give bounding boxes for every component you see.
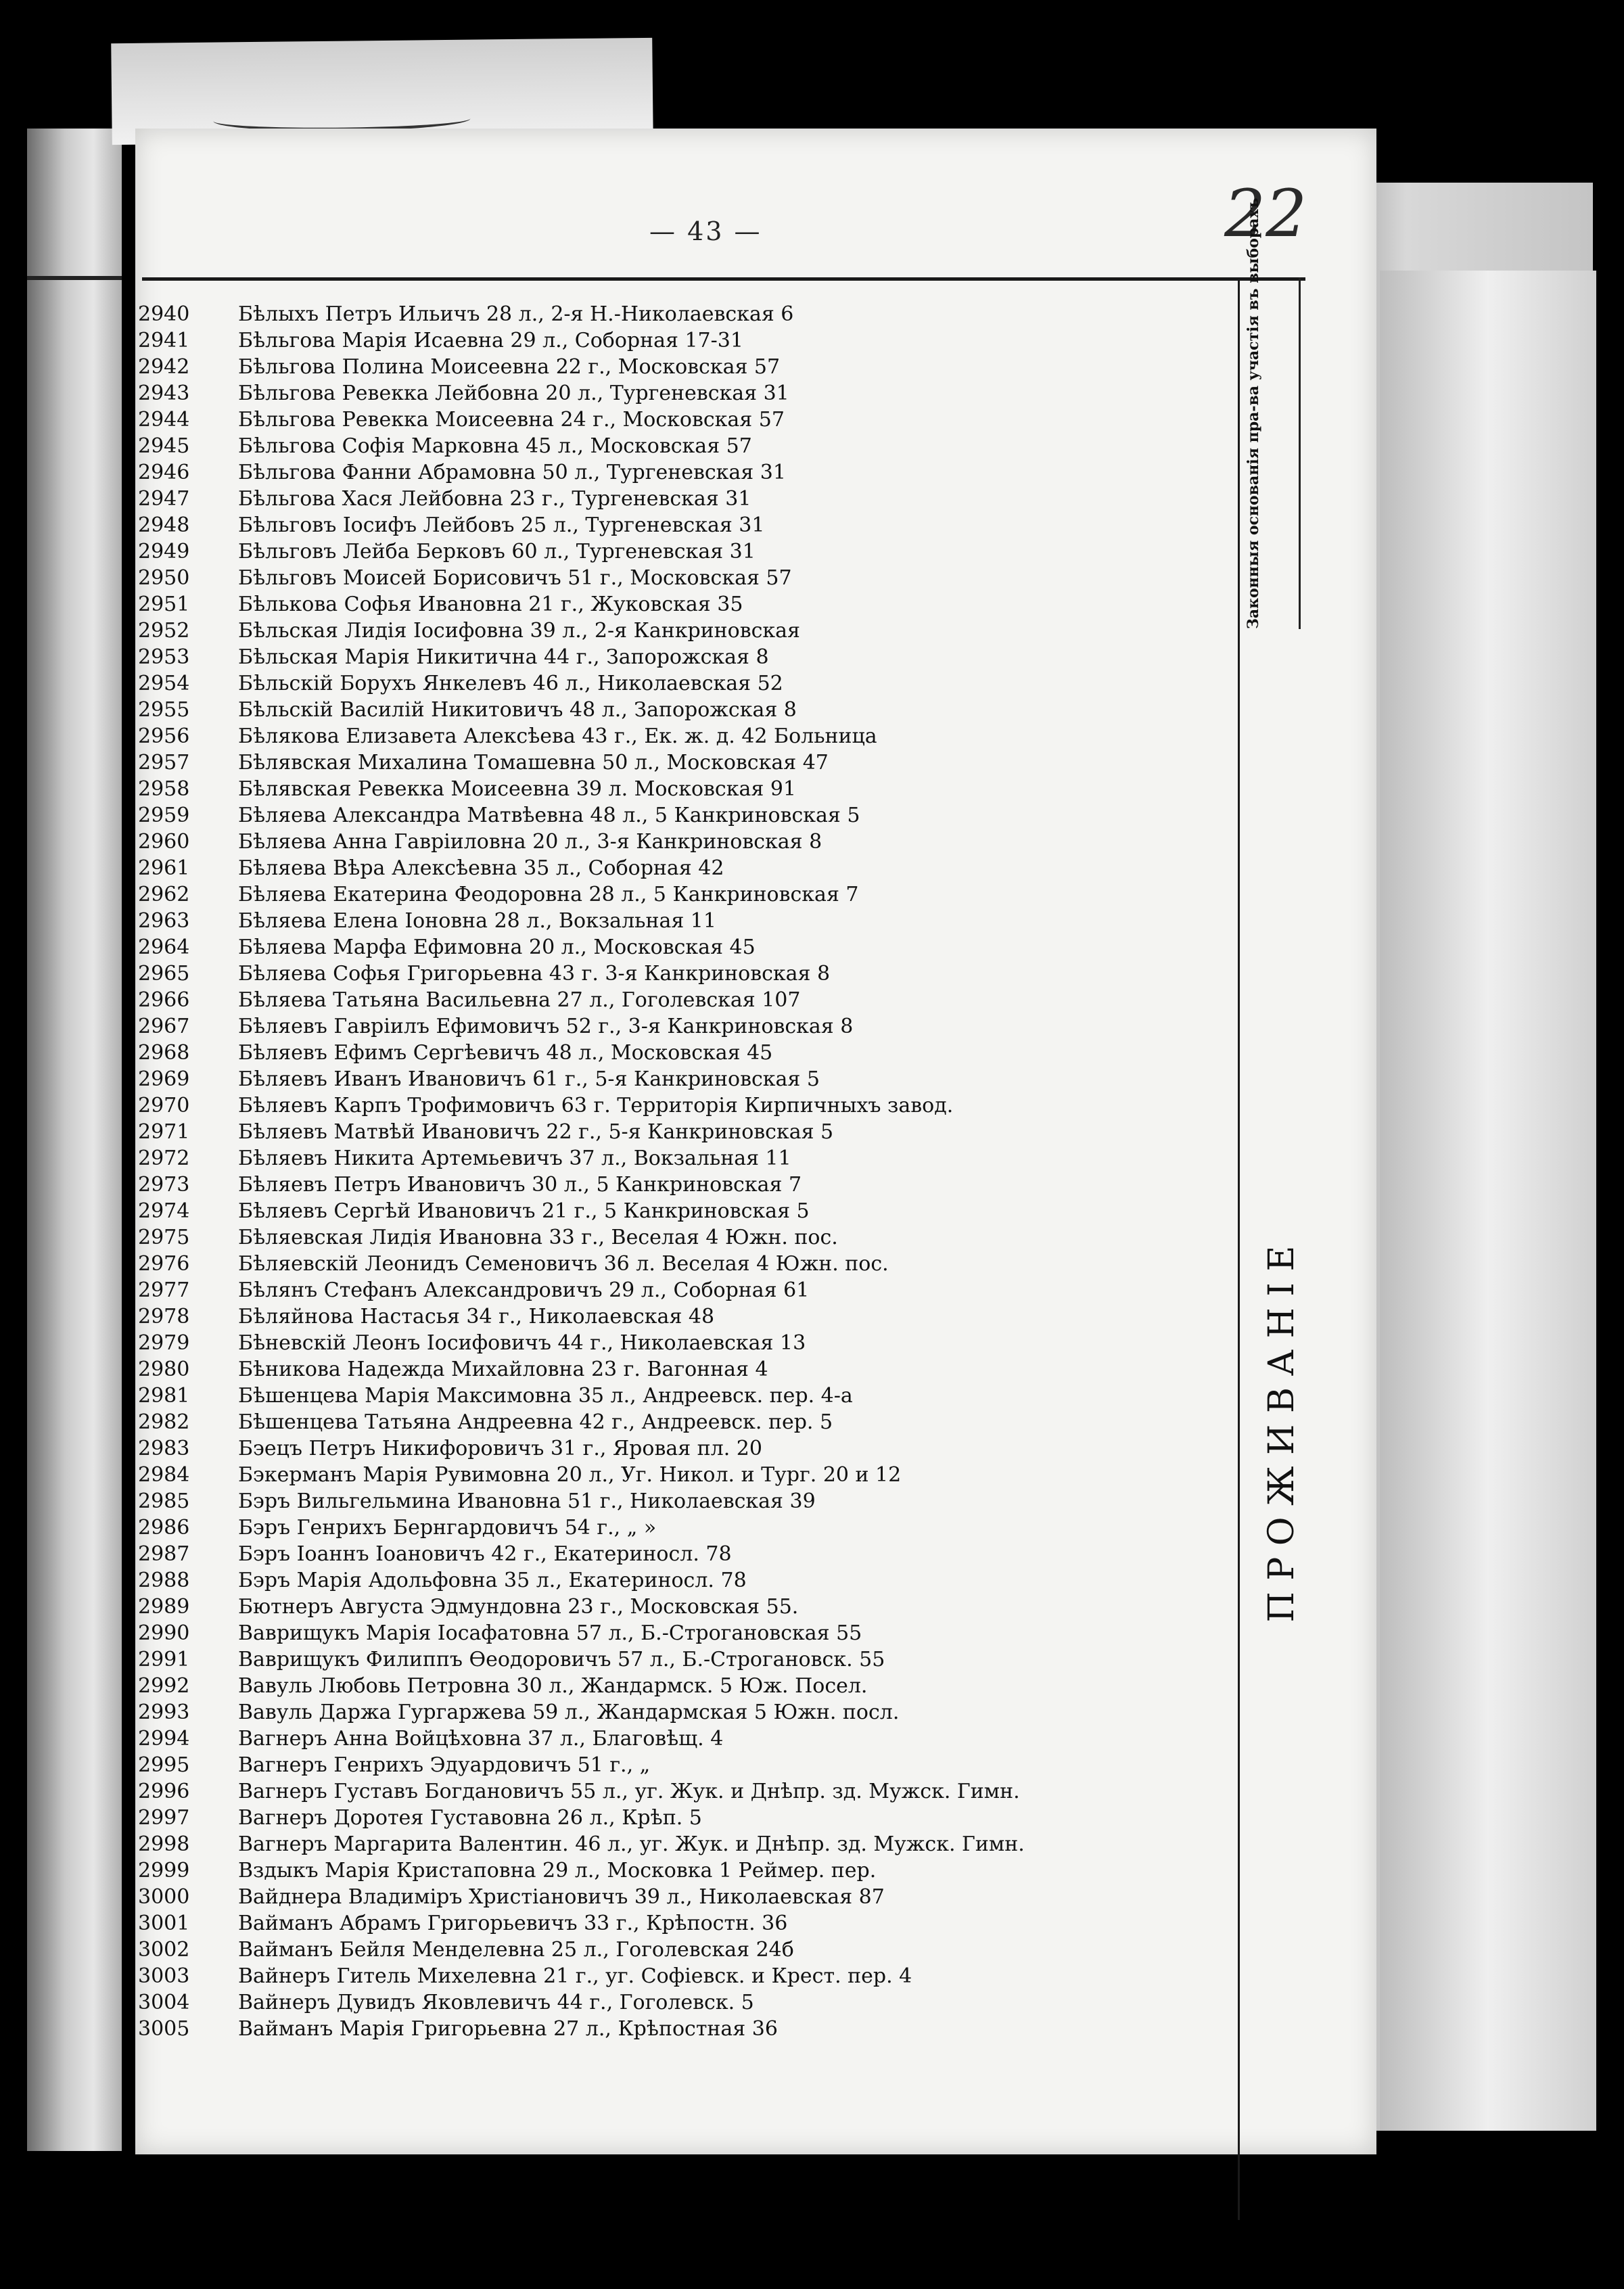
entry-number: 2950	[138, 566, 190, 590]
entry-number: 2951	[138, 593, 190, 616]
list-item	[135, 1910, 1231, 1937]
entry-number: 2956	[138, 724, 190, 748]
entry-text: Бѣляева Анна Гавріиловна 20 л., 3-я Канкриновская 8	[238, 830, 822, 854]
entry-number: 2999	[138, 1859, 190, 1882]
entry-text: Бѣлякова Елизавета Алексѣева 43 г., Ек. ж. д. 42 Больница	[238, 724, 877, 748]
entry-number: 2946	[138, 461, 190, 484]
entry-number: 3003	[138, 1964, 190, 1988]
list-item	[135, 1435, 1231, 1462]
entry-number: 2983	[138, 1437, 190, 1460]
entry-text: Бѣляева Софья Григорьевна 43 г. 3-я Канкриновская 8	[238, 962, 831, 986]
handwritten-folio-number: 22	[1224, 176, 1307, 252]
entry-text: Вагнеръ Густавъ Богдановичъ 55 л., уг. Жук. и Днѣпр. зд. Мужск. Гимн.	[238, 1780, 1020, 1803]
list-item	[135, 565, 1231, 591]
entry-text: Бѣляевъ Карпъ Трофимовичъ 63 г. Территорія Кирпичныхъ завод.	[238, 1094, 954, 1117]
entry-number: 2981	[138, 1384, 190, 1408]
entry-text: Бѣльгова Фанни Абрамовна 50 л., Тургеневская 31	[238, 461, 786, 484]
entry-text: Бѣльгова Хася Лейбовна 23 г., Тургеневская 31	[238, 487, 751, 511]
list-item	[135, 1620, 1231, 1646]
entry-number: 2965	[138, 962, 190, 986]
entry-number: 2991	[138, 1648, 190, 1671]
entry-text: Бѣляевскій Леонидъ Семеновичъ 36 л. Веселая 4 Южн. пос.	[238, 1252, 889, 1276]
entry-number: 2967	[138, 1015, 190, 1038]
entry-number: 2940	[138, 302, 190, 326]
entry-text: Бэкерманъ Марія Рувимовна 20 л., Уг. Никол. и Тург. 20 и 12	[238, 1463, 902, 1487]
list-item	[135, 802, 1231, 829]
entry-number: 2986	[138, 1516, 190, 1540]
entry-text: Бэецъ Петръ Никифоровичъ 31 г., Яровая пл. 20	[238, 1437, 762, 1460]
column-rule	[1238, 279, 1240, 2220]
entry-number: 2960	[138, 830, 190, 854]
entry-number: 2987	[138, 1542, 190, 1566]
entry-text: Бѣльская Лидія Іосифовна 39 л., 2-я Канкриновская	[238, 619, 800, 643]
entry-text: Бѣльскій Борухъ Янкелевъ 46 л., Николаевская 52	[238, 672, 783, 695]
entry-text: Бѣшенцева Татьяна Андреевна 42 г., Андреевск. пер. 5	[238, 1410, 833, 1434]
entry-text: Вагнеръ Маргарита Валентин. 46 л., уг. Жук. и Днѣпр. зд. Мужск. Гимн.	[238, 1832, 1025, 1856]
list-item	[135, 776, 1231, 802]
entry-text: Вагнеръ Анна Войцѣховна 37 л., Благовѣщ. 4	[238, 1727, 724, 1751]
entry-number: 2955	[138, 698, 190, 722]
entry-number: 2980	[138, 1358, 190, 1381]
header-rule	[142, 277, 1305, 281]
list-item	[135, 327, 1231, 354]
list-item	[135, 486, 1231, 512]
entry-number: 3005	[138, 2017, 190, 2041]
list-item	[135, 433, 1231, 459]
list-item	[135, 697, 1231, 723]
entry-text: Бѣльгова Полина Моисеевна 22 г., Московская 57	[238, 355, 781, 379]
entry-text: Бэръ Іоаннъ Іоановичъ 42 г., Екатериносл. 78	[238, 1542, 732, 1566]
list-item	[135, 1066, 1231, 1092]
entry-number: 2961	[138, 856, 190, 880]
list-item	[135, 354, 1231, 380]
entry-number: 2968	[138, 1041, 190, 1065]
list-item	[135, 1673, 1231, 1699]
entry-number: 2984	[138, 1463, 190, 1487]
entry-text: Бѣлькова Софья Ивановна 21 г., Жуковская 35	[238, 593, 743, 616]
entry-number: 2974	[138, 1199, 190, 1223]
list-item	[135, 1383, 1231, 1409]
entry-number: 2970	[138, 1094, 190, 1117]
list-item	[135, 1963, 1231, 1989]
voter-list	[135, 301, 1231, 2042]
list-item	[135, 1699, 1231, 1726]
entry-text: Бѣлявская Ревекка Моисеевна 39 л. Московская 91	[238, 777, 796, 801]
entry-text: Бѣльговъ Лейба Берковъ 60 л., Тургеневская 31	[238, 540, 756, 563]
list-item	[135, 1726, 1231, 1752]
entry-text: Бѣляева Марфа Ефимовна 20 л., Московская 45	[238, 935, 756, 959]
entry-number: 2958	[138, 777, 190, 801]
entry-number: 3002	[138, 1938, 190, 1962]
entry-text: Бѣлявская Михалина Томашевна 50 л., Московская 47	[238, 751, 829, 774]
vertical-heading	[1261, 913, 1302, 1955]
entry-number: 2969	[138, 1067, 190, 1091]
entry-text: Бѣльговъ Іосифъ Лейбовъ 25 л., Тургеневская 31	[238, 513, 765, 537]
entry-text: Вайманъ Марія Григорьевна 27 л., Крѣпостная 36	[238, 2017, 778, 2041]
entry-text: Бѣльскій Василій Никитовичъ 48 л., Запорожская 8	[238, 698, 797, 722]
list-item	[135, 644, 1231, 670]
list-item	[135, 1857, 1231, 1884]
entry-number: 2982	[138, 1410, 190, 1434]
entry-text: Бѣляева Татьяна Васильевна 27 л., Гоголевская 107	[238, 988, 801, 1012]
entry-number: 2944	[138, 408, 190, 432]
entry-text: Бѣляевъ Никита Артемьевичъ 37 л., Вокзальная 11	[238, 1147, 791, 1170]
list-item	[135, 1541, 1231, 1567]
entry-text: Бѣляевъ Ефимъ Сергѣевичъ 48 л., Московская 45	[238, 1041, 773, 1065]
list-item	[135, 1198, 1231, 1224]
entry-number: 2942	[138, 355, 190, 379]
list-item	[135, 459, 1231, 486]
list-item	[135, 1646, 1231, 1673]
entry-text: Вайднера Владиміръ Христіановичъ 39 л., Николаевская 87	[238, 1885, 885, 1909]
list-item	[135, 1277, 1231, 1303]
entry-text: Бютнеръ Августа Эдмундовна 23 г., Московская 55.	[238, 1595, 799, 1619]
entry-number: 2975	[138, 1226, 190, 1249]
list-item	[135, 1251, 1231, 1277]
entry-text: Бѣневскій Леонъ Іосифовичъ 44 г., Николаевская 13	[238, 1331, 806, 1355]
entry-number: 2941	[138, 329, 190, 352]
entry-number: 2985	[138, 1489, 190, 1513]
list-item	[135, 301, 1231, 327]
list-item	[135, 380, 1231, 407]
list-item	[135, 1013, 1231, 1040]
page-number: — 43 —	[649, 216, 762, 246]
list-item	[135, 1989, 1231, 2016]
list-item	[135, 908, 1231, 934]
entry-number: 2962	[138, 883, 190, 906]
list-item	[135, 855, 1231, 881]
list-item	[135, 1092, 1231, 1119]
list-item	[135, 1356, 1231, 1383]
entry-text: Вавуль Любовь Петровна 30 л., Жандармск. 5 Юж. Посел.	[238, 1674, 868, 1698]
list-item	[135, 881, 1231, 908]
entry-text: Бѣльгова Марія Исаевна 29 л., Соборная 17-31	[238, 329, 743, 352]
entry-text: Бѣникова Надежда Михайловна 23 г. Вагонная 4	[238, 1358, 768, 1381]
entry-number: 2989	[138, 1595, 190, 1619]
entry-text: Вайнеръ Гитель Михелевна 21 г., уг. Софіевск. и Крест. пер. 4	[238, 1964, 912, 1988]
list-item	[135, 591, 1231, 618]
entry-text: Бѣляева Александра Матвѣевна 48 л., 5 Канкриновская 5	[238, 804, 860, 827]
entry-number: 2992	[138, 1674, 190, 1698]
entry-text: Бѣльгова Ревекка Моисеевна 24 г., Московская 57	[238, 408, 785, 432]
entry-number: 2988	[138, 1569, 190, 1592]
entry-number: 2963	[138, 909, 190, 933]
entry-text: Бѣляева Екатерина Феодоровна 28 л., 5 Канкриновская 7	[238, 883, 859, 906]
entry-text: Бѣляевъ Петръ Ивановичъ 30 л., 5 Канкриновская 7	[238, 1173, 802, 1197]
list-item	[135, 829, 1231, 855]
list-item	[135, 538, 1231, 565]
list-item	[135, 2016, 1231, 2042]
entry-text: Бѣляевъ Сергѣй Ивановичъ 21 г., 5 Канкриновская 5	[238, 1199, 810, 1223]
list-item	[135, 987, 1231, 1013]
entry-text: Бѣляева Вѣра Алексѣевна 35 л., Соборная 42	[238, 856, 724, 880]
list-item	[135, 1303, 1231, 1330]
list-item	[135, 1831, 1231, 1857]
entry-text: Вагнеръ Доротея Густавовна 26 л., Крѣп. 5	[238, 1806, 702, 1830]
list-item	[135, 1462, 1231, 1488]
entry-text: Вайнеръ Дувидъ Яковлевичъ 44 г., Гоголевск. 5	[238, 1991, 754, 2014]
list-item	[135, 1409, 1231, 1435]
list-item	[135, 1040, 1231, 1066]
entry-text: Бѣляевъ Гавріилъ Ефимовичъ 52 г., 3-я Канкриновская 8	[238, 1015, 854, 1038]
list-item	[135, 1145, 1231, 1172]
entry-number: 2998	[138, 1832, 190, 1856]
list-item	[135, 407, 1231, 433]
entry-number: 2948	[138, 513, 190, 537]
entry-text: Бѣлыхъ Петръ Ильичъ 28 л., 2-я Н.-Николаевская 6	[238, 302, 794, 326]
entry-number: 3004	[138, 1991, 190, 2014]
entry-text: Бѣльгова Ревекка Лейбовна 20 л., Тургеневская 31	[238, 382, 789, 405]
list-item	[135, 749, 1231, 776]
entry-number: 2943	[138, 382, 190, 405]
entry-number: 2972	[138, 1147, 190, 1170]
entry-number: 2994	[138, 1727, 190, 1751]
list-item	[135, 934, 1231, 961]
entry-text: Бѣльгова Софія Марковна 45 л., Московская 57	[238, 434, 752, 458]
entry-text: Вагнеръ Генрихъ Эдуардовичъ 51 г., „	[238, 1753, 651, 1777]
list-item	[135, 1330, 1231, 1356]
margin-note-text: Законныя основанія пра-ва участія въ выборахъ	[1245, 198, 1262, 629]
entry-number: 2954	[138, 672, 190, 695]
register-page	[135, 129, 1376, 2154]
entry-text: Бѣляева Елена Іоновна 28 л., Вокзальная 11	[238, 909, 716, 933]
entry-text: Ваврищукъ Филиппъ Ѳеодоровичъ 57 л., Б.-Строгановск. 55	[238, 1648, 885, 1671]
entry-number: 2971	[138, 1120, 190, 1144]
entry-text: Бѣльская Марія Никитична 44 г., Запорожская 8	[238, 645, 769, 669]
entry-text: Бѣшенцева Марія Максимовна 35 л., Андреевск. пер. 4-а	[238, 1384, 853, 1408]
entry-number: 2997	[138, 1806, 190, 1830]
list-item	[135, 1594, 1231, 1620]
list-item	[135, 670, 1231, 697]
entry-text: Бэръ Генрихъ Бернгардовичъ 54 г., „ »	[238, 1516, 657, 1540]
entry-text: Бэръ Марія Адольфовна 35 л., Екатериносл. 78	[238, 1569, 747, 1592]
list-item	[135, 1752, 1231, 1778]
entry-number: 2959	[138, 804, 190, 827]
entry-text: Бѣлянъ Стефанъ Александровичъ 29 л., Соборная 61	[238, 1278, 810, 1302]
list-item	[135, 1224, 1231, 1251]
entry-text: Вайманъ Бейля Менделевна 25 л., Гоголевская 24б	[238, 1938, 794, 1962]
entry-text: Вавуль Даржа Гургаржева 59 л., Жандармская 5 Южн. посл.	[238, 1701, 900, 1724]
entry-text: Бэръ Вильгельмина Ивановна 51 г., Николаевская 39	[238, 1489, 816, 1513]
entry-number: 2978	[138, 1305, 190, 1328]
list-item	[135, 1805, 1231, 1831]
entry-number: 2957	[138, 751, 190, 774]
entry-number: 2979	[138, 1331, 190, 1355]
list-item	[135, 1119, 1231, 1145]
entry-number: 2964	[138, 935, 190, 959]
list-item	[135, 1937, 1231, 1963]
entry-number: 3001	[138, 1912, 190, 1935]
list-item	[135, 961, 1231, 987]
entry-number: 3000	[138, 1885, 190, 1909]
entry-number: 2996	[138, 1780, 190, 1803]
entry-text: Вздыкъ Марія Кристаповна 29 л., Московка 1 Реймер. пер.	[238, 1859, 877, 1882]
entry-text: Бѣляевская Лидія Ивановна 33 г., Веселая 4 Южн. пос.	[238, 1226, 838, 1249]
entry-text: Бѣляйнова Настасья 34 г., Николаевская 48	[238, 1305, 715, 1328]
entry-number: 2953	[138, 645, 190, 669]
list-item	[135, 512, 1231, 538]
entry-number: 2995	[138, 1753, 190, 1777]
entry-number: 2952	[138, 619, 190, 643]
entry-text: Бѣляевъ Матвѣй Ивановичъ 22 г., 5-я Канкриновская 5	[238, 1120, 834, 1144]
list-item	[135, 1488, 1231, 1515]
vertical-heading-text: П Р О Ж И В А Н І Е	[1261, 1245, 1302, 1623]
list-item	[135, 1567, 1231, 1594]
list-item	[135, 1172, 1231, 1198]
entry-text: Бѣляевъ Иванъ Ивановичъ 61 г., 5-я Канкриновская 5	[238, 1067, 820, 1091]
list-item	[135, 723, 1231, 749]
entry-number: 2947	[138, 487, 190, 511]
entry-number: 2949	[138, 540, 190, 563]
entry-number: 2945	[138, 434, 190, 458]
entry-text: Ваврищукъ Марія Іосафатовна 57 л., Б.-Строгановская 55	[238, 1621, 862, 1645]
entry-number: 2966	[138, 988, 190, 1012]
previous-page-edge	[27, 129, 122, 2151]
background-sheet-inner	[1380, 271, 1596, 2131]
entry-number: 2976	[138, 1252, 190, 1276]
entry-text: Вайманъ Абрамъ Григорьевичъ 33 г., Крѣпостн. 36	[238, 1912, 788, 1935]
entry-text: Бѣльговъ Моисей Борисовичъ 51 г., Московская 57	[238, 566, 792, 590]
entry-number: 2977	[138, 1278, 190, 1302]
list-item	[135, 618, 1231, 644]
entry-number: 2993	[138, 1701, 190, 1724]
entry-number: 2973	[138, 1173, 190, 1197]
list-item	[135, 1884, 1231, 1910]
list-item	[135, 1515, 1231, 1541]
entry-number: 2990	[138, 1621, 190, 1645]
list-item	[135, 1778, 1231, 1805]
